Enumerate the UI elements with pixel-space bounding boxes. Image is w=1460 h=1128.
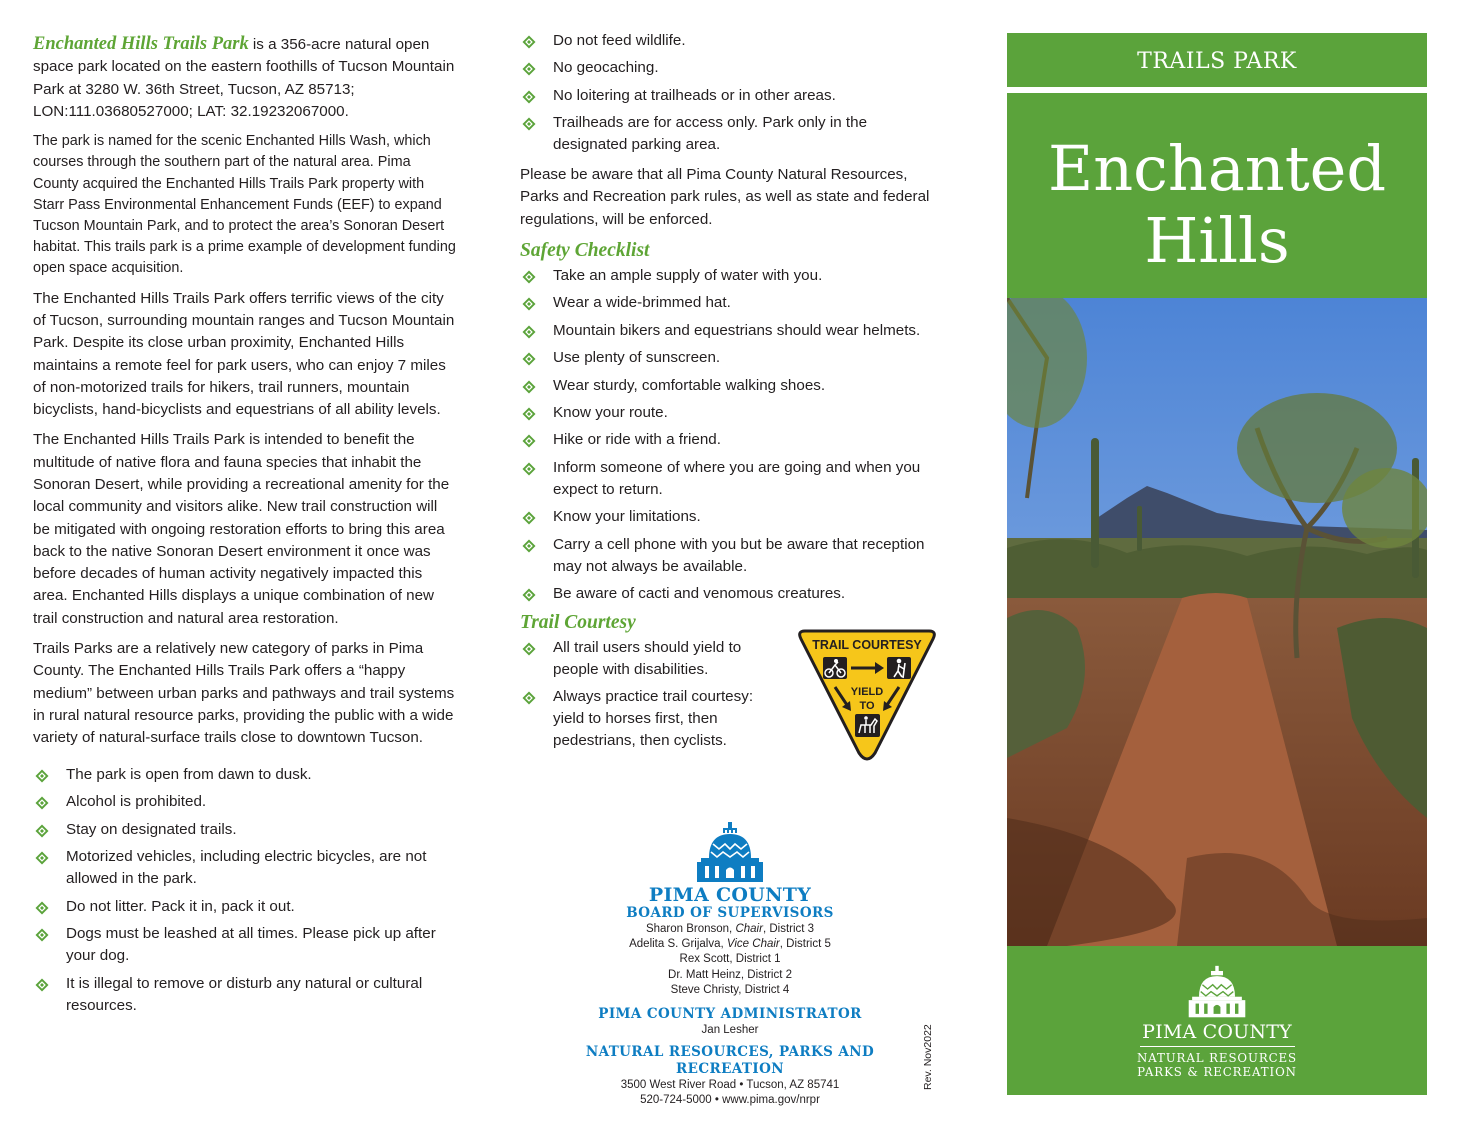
diamond-bullet-icon [522, 89, 536, 103]
list-item: It is illegal to remove or disturb any natural or cultural resources. [33, 973, 458, 1017]
pima-county-title: PIMA COUNTY [648, 884, 812, 906]
column-rules-safety [520, 30, 940, 758]
park-rules-list [33, 764, 458, 1017]
diamond-bullet-icon [522, 406, 536, 420]
diamond-bullet-icon [522, 269, 536, 283]
pima-county-credits [540, 820, 920, 1109]
pima-county-dome-logo-icon [695, 820, 765, 885]
diamond-bullet-icon [35, 823, 49, 837]
department-title: NATURAL RESOURCES, PARKS AND RECREATION [585, 1044, 875, 1078]
organization-footer [1007, 946, 1427, 1095]
diamond-bullet-icon [522, 34, 536, 48]
park-name-lead: Enchanted Hills Trails Park [33, 34, 249, 54]
divider [1140, 1046, 1295, 1047]
cover-title-line-1: Enchanted [1047, 132, 1387, 205]
list-item: Wear a wide-brimmed hat. [520, 292, 940, 314]
park-rules-list-continued [520, 30, 940, 156]
diamond-bullet-icon [522, 641, 536, 655]
sign-title: TRAIL COURTESY [812, 637, 922, 652]
intro-paragraph-1: Enchanted Hills Trails Park is a 356-acre natural open space park located on the eastern foothills of Tucson Mountain Park at 3280 W. 36th Street, Tucson, AZ 85713; LON:111.03680527000; LAT: 32.19232067000. [33, 34, 455, 120]
diamond-bullet-icon [522, 351, 536, 365]
diamond-bullet-icon [35, 900, 49, 914]
list-item: Stay on designated trails. [33, 819, 458, 841]
diamond-bullet-icon [522, 324, 536, 338]
list-item: All trail users should yield to people with disabilities. [520, 637, 780, 681]
category-banner: TRAILS PARK [1007, 33, 1427, 87]
safety-checklist [520, 265, 940, 605]
department-contact: 520-724-5000 • www.pima.gov/nrpr [640, 1094, 820, 1107]
supervisor-line: Adelita S. Grijalva, Vice Chair, District 5 [629, 938, 831, 951]
diamond-bullet-icon [522, 296, 536, 310]
list-item: Dogs must be leashed at all times. Please pick up after your dog. [33, 923, 458, 967]
supervisor-line: Dr. Matt Heinz, District 2 [668, 968, 792, 981]
list-item: Trailheads are for access only. Park only in the designated parking area. [520, 112, 940, 156]
list-item: The park is open from dawn to dusk. [33, 764, 458, 786]
intro-paragraph-3: The Enchanted Hills Trails Park offers terrific views of the city of Tucson, surrounding mountain ranges and Tucson Mountain Park. Despite its close urban proximity, Enchanted Hills maintains a remote feel for park users, who can enjoy 7 miles of non-motorized trails for hikers, trail runners, mountain bicyclists, hand-bicyclists and equestrians of all ability levels. [33, 289, 455, 419]
cover-panel [1007, 33, 1427, 1095]
diamond-bullet-icon [522, 433, 536, 447]
supervisor-line: Rex Scott, District 1 [679, 953, 781, 966]
diamond-bullet-icon [522, 690, 536, 704]
diamond-bullet-icon [35, 768, 49, 782]
diamond-bullet-icon [522, 510, 536, 524]
list-item: Wear sturdy, comfortable walking shoes. [520, 375, 940, 397]
sign-yield: YIELD [850, 685, 884, 698]
cover-title [1007, 93, 1427, 298]
organization-sub-1: NATURAL RESOURCES [1136, 1051, 1298, 1065]
list-item: Be aware of cacti and venomous creatures. [520, 583, 940, 605]
intro-paragraph-4: The Enchanted Hills Trails Park is intended to benefit the multitude of native flora and fauna species that inhabit the Sonoran Desert, while providing a recreational amenity for the local community and visitors alike. New trail construction will be mitigated with ongoing restoration efforts to bring this area back to the native Sonoran Desert environment it once was before decades of human activity negatively impacted this area. Enchanted Hills displays a unique combination of new trail construction and natural area restoration. [33, 431, 450, 627]
list-item: No loitering at trailheads or in other areas. [520, 85, 940, 107]
list-item: Hike or ride with a friend. [520, 429, 940, 451]
list-item: Motorized vehicles, including electric bicycles, are not allowed in the park. [33, 846, 458, 890]
list-item: Alcohol is prohibited. [33, 791, 458, 813]
cover-title-line-2: Hills [1144, 204, 1290, 277]
trail-courtesy-heading: Trail Courtesy [520, 611, 636, 633]
list-item: Use plenty of sunscreen. [520, 347, 940, 369]
county-administrator-name: Jan Lesher [701, 1024, 759, 1037]
list-item: Inform someone of where you are going and when you expect to return. [520, 457, 940, 501]
list-item: Know your limitations. [520, 506, 940, 528]
supervisor-line: Steve Christy, District 4 [670, 983, 790, 996]
diamond-bullet-icon [522, 461, 536, 475]
intro-paragraph-5: Trails Parks are a relatively new category of parks in Pima County. The Enchanted Hills Trails Park offers a “happy medium” between urban parks and pathways and trail systems in rural natural resource parks, providing the public with a wide variety of natural-surface trails close to downtown Tucson. [33, 640, 455, 747]
trail-courtesy-sign-icon [795, 625, 939, 765]
desert-trail-photo [1007, 298, 1427, 946]
department-address: 3500 West River Road • Tucson, AZ 85741 [620, 1079, 840, 1092]
list-item: Always practice trail courtesy: yield to horses first, then pedestrians, then cyclists. [520, 686, 780, 752]
list-item: No geocaching. [520, 57, 940, 79]
list-item: Know your route. [520, 402, 940, 424]
organization-name: PIMA COUNTY [1142, 1021, 1292, 1043]
board-of-supervisors-title: BOARD OF SUPERVISORS [626, 905, 834, 921]
diamond-bullet-icon [522, 379, 536, 393]
county-administrator-title: PIMA COUNTY ADMINISTRATOR [598, 1006, 862, 1023]
diamond-bullet-icon [35, 977, 49, 991]
supervisor-line: Sharon Bronson, Chair, District 3 [645, 923, 815, 935]
organization-sub-2: PARKS & RECREATION [1137, 1065, 1297, 1079]
trail-courtesy-section [520, 637, 940, 752]
list-item: Do not feed wildlife. [520, 30, 940, 52]
pima-county-dome-logo-icon [1187, 963, 1247, 1021]
diamond-bullet-icon [522, 116, 536, 130]
trail-courtesy-list [520, 637, 780, 752]
revision-date: Rev. Nov2022 [922, 1024, 934, 1090]
diamond-bullet-icon [522, 61, 536, 75]
diamond-bullet-icon [35, 850, 49, 864]
list-item: Take an ample supply of water with you. [520, 265, 940, 287]
list-item: Carry a cell phone with you but be aware that reception may not always be available. [520, 534, 940, 578]
diamond-bullet-icon [522, 587, 536, 601]
column-intro [33, 33, 458, 1022]
list-item: Mountain bikers and equestrians should wear helmets. [520, 320, 940, 342]
diamond-bullet-icon [522, 538, 536, 552]
safety-checklist-heading: Safety Checklist [520, 240, 650, 262]
diamond-bullet-icon [35, 927, 49, 941]
list-item: Do not litter. Pack it in, pack it out. [33, 896, 458, 918]
intro-paragraph-2: The park is named for the scenic Enchanted Hills Wash, which courses through the southern part of the natural area. Pima County acquired the Enchanted Hills Trails Park property with Starr Pass Environmental Enhancement Funds (EEF) to expand Tucson Mountain Park, and to protect the area’s Sonoran Desert habitat. This trails park is a prime example of development funding open space acquisition. [33, 133, 456, 277]
enforcement-notice: Please be aware that all Pima County Natural Resources, Parks and Recreation park rules, as well as state and federal regulations, will be enforced. [520, 166, 930, 228]
sign-to: TO [859, 699, 875, 712]
diamond-bullet-icon [35, 795, 49, 809]
